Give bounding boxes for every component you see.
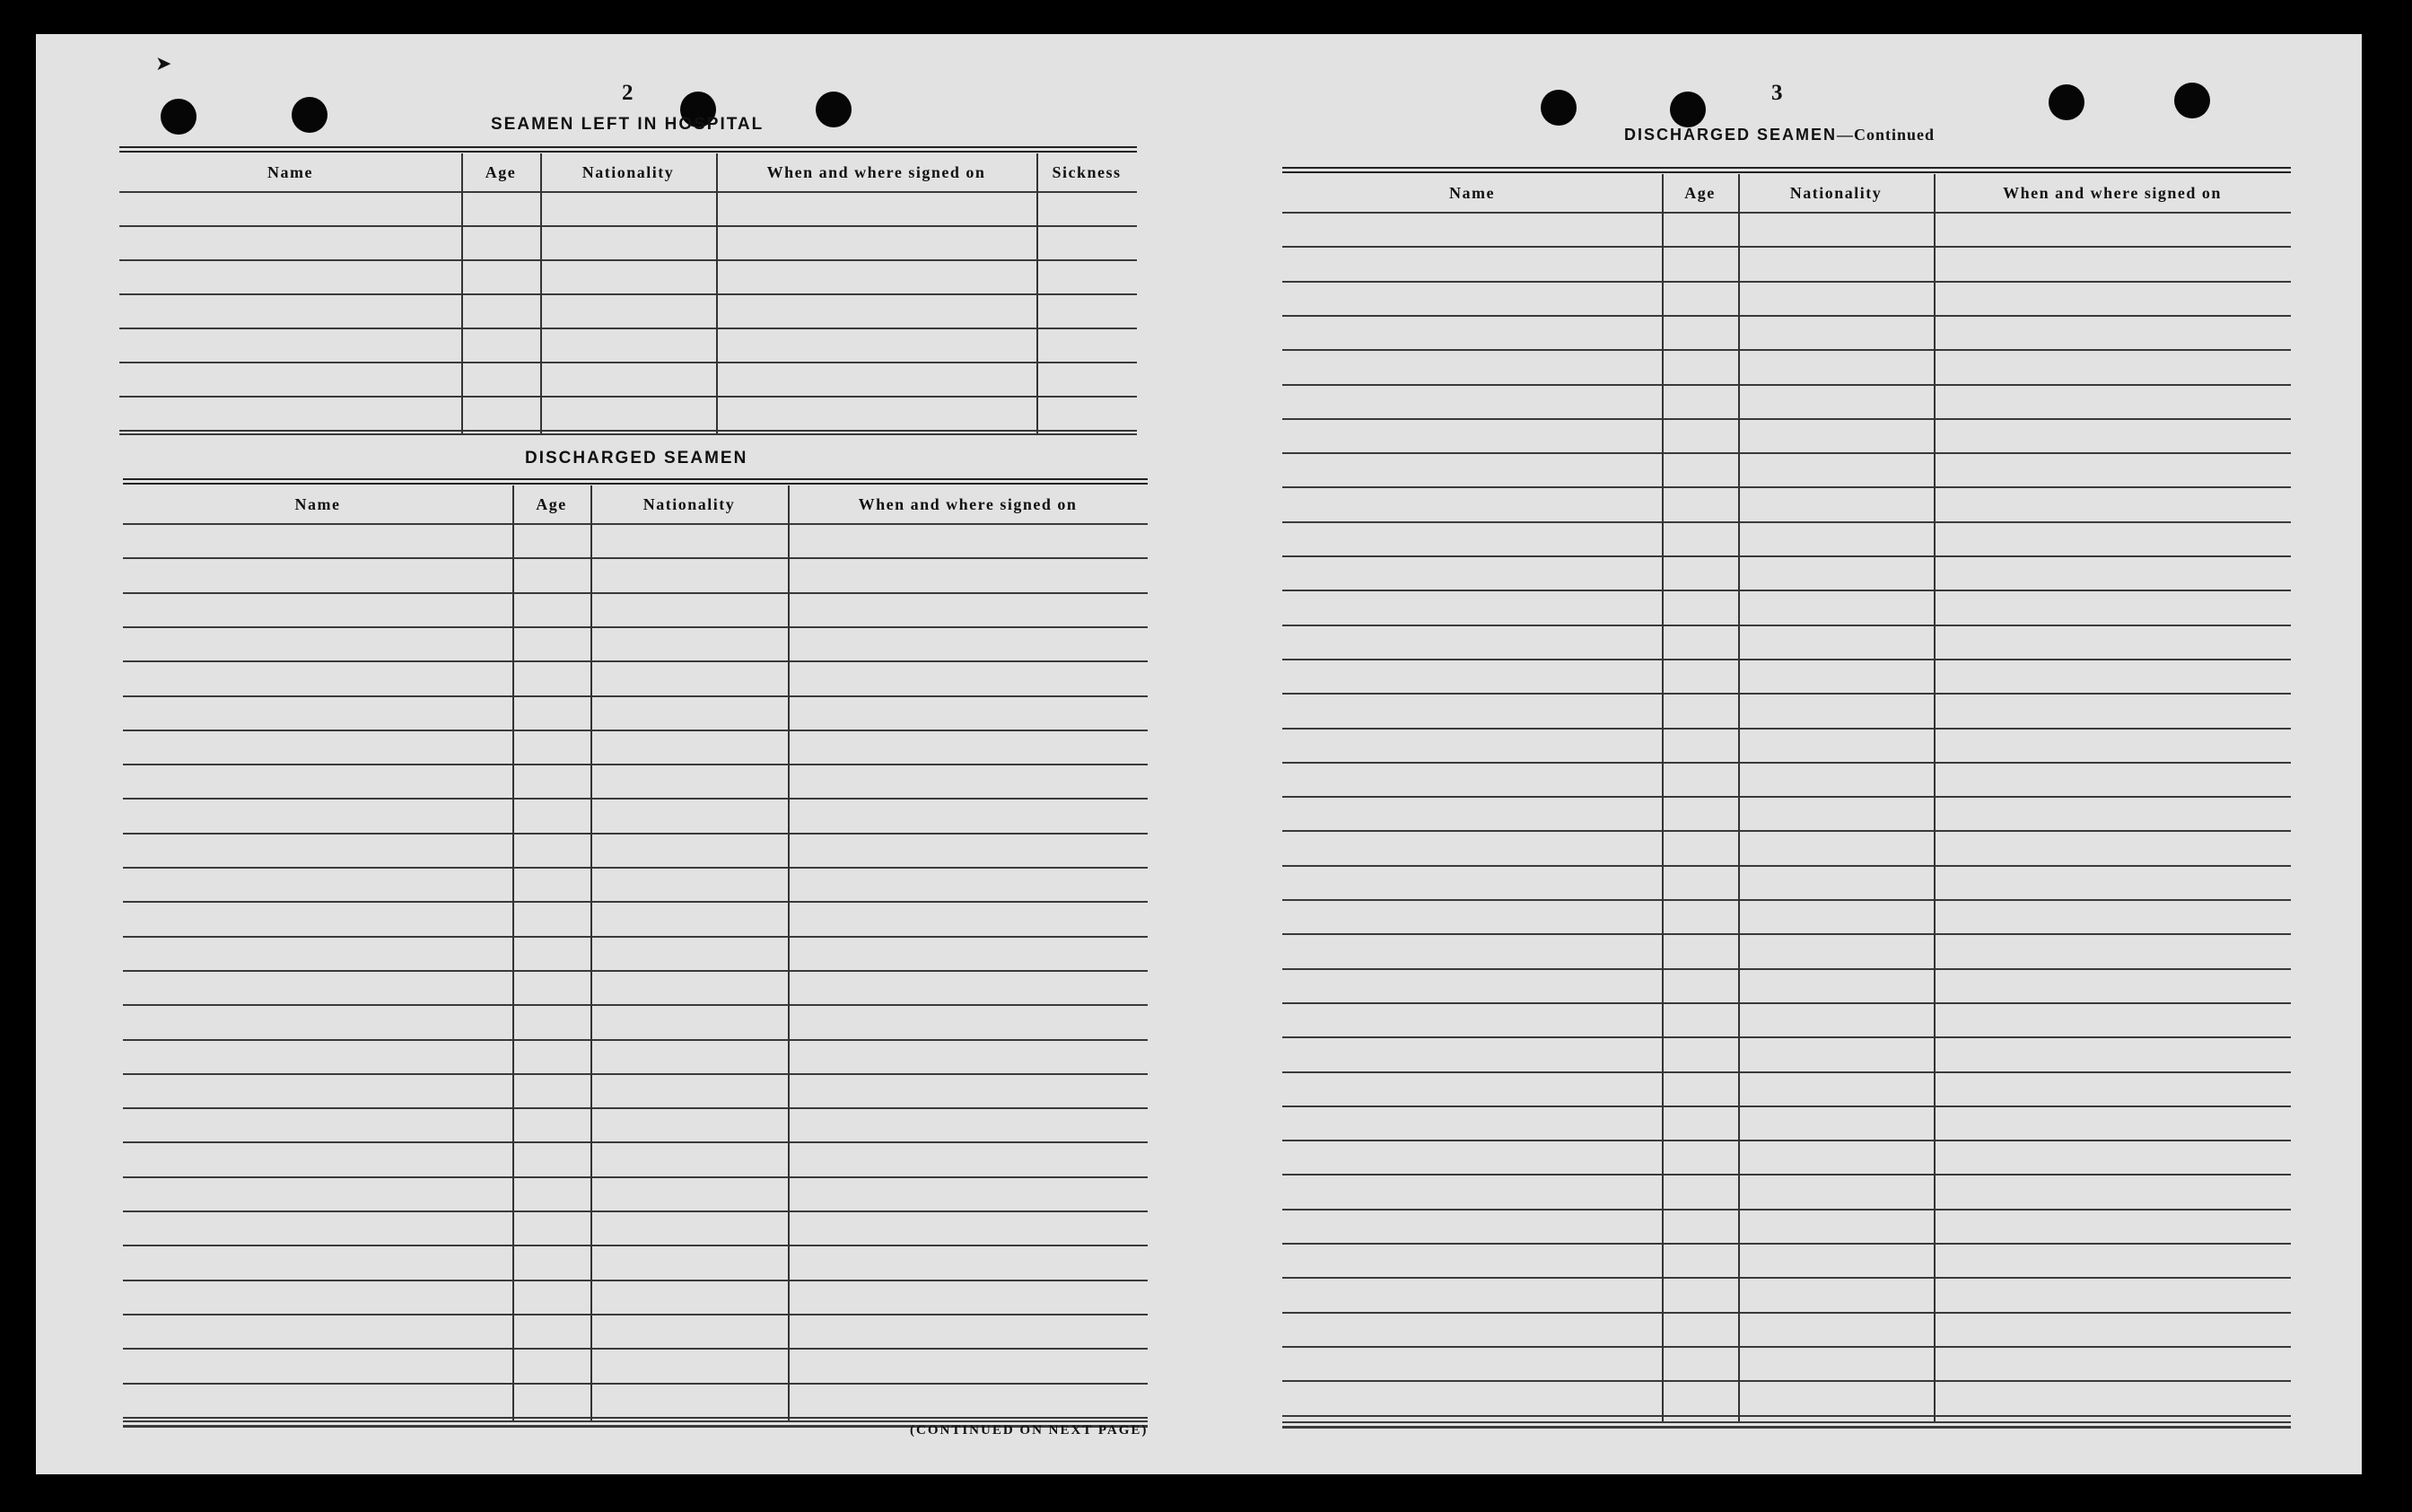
discharged-section-title: DISCHARGED SEAMEN <box>525 449 748 468</box>
continued-section-title-main: DISCHARGED SEAMEN <box>1624 126 1838 144</box>
table-row-rule <box>123 1280 1148 1281</box>
column-header-age: Age <box>536 495 567 513</box>
table-row-rule <box>1282 1140 2291 1141</box>
table-row-rule <box>123 1348 1148 1350</box>
table-row-rule <box>1282 899 2291 901</box>
table-row-rule <box>123 1383 1148 1385</box>
table-row-rule <box>1282 865 2291 867</box>
table-row-rule <box>1282 315 2291 317</box>
table-row-rule <box>1282 659 2291 660</box>
table-row-rule <box>123 1245 1148 1246</box>
table-row-rule <box>119 225 1137 227</box>
table-row-rule <box>1282 1346 2291 1348</box>
column-divider <box>512 485 514 1420</box>
table-row-rule <box>123 867 1148 869</box>
table-row-rule <box>119 362 1137 363</box>
continued-section-title-suffix: —Continued <box>1837 126 1936 144</box>
table-row-rule <box>1282 968 2291 970</box>
header-rule <box>123 523 1148 525</box>
table-row-rule <box>1282 1209 2291 1210</box>
binder-hole <box>2174 83 2210 118</box>
table-row-rule <box>123 1073 1148 1075</box>
table-row-rule <box>123 1141 1148 1143</box>
pointer-arrow-icon: ➤ <box>155 52 172 74</box>
table-row-rule <box>1282 1002 2291 1004</box>
table-row-rule <box>123 730 1148 731</box>
column-header-name: Name <box>294 495 341 513</box>
table-row-rule <box>119 328 1137 329</box>
header-rule <box>119 191 1137 193</box>
table-row-rule <box>1282 1243 2291 1245</box>
header-rule <box>1282 212 2291 214</box>
table-row-rule <box>123 1039 1148 1041</box>
table-row-rule <box>1282 1380 2291 1382</box>
column-header-nationality: Nationality <box>1789 184 1883 202</box>
column-divider <box>1036 153 1038 433</box>
table-row-rule <box>1282 521 2291 523</box>
table-row-rule <box>123 798 1148 800</box>
table-row-rule <box>119 396 1137 398</box>
column-header-nationality: Nationality <box>642 495 736 513</box>
page-number-left: 2 <box>622 81 634 105</box>
binder-hole <box>2049 84 2084 120</box>
hospital-table <box>119 146 1137 433</box>
column-header-age: Age <box>1684 184 1716 202</box>
column-header-age: Age <box>485 163 517 181</box>
column-header-when-and-where-signed-on: When and where signed on <box>858 495 1078 513</box>
table-row-rule <box>123 970 1148 972</box>
column-divider <box>540 153 542 433</box>
table-bottom-rule <box>1282 1421 2291 1423</box>
column-divider <box>716 153 718 433</box>
table-row-rule <box>119 430 1137 432</box>
table-row-rule <box>1282 1277 2291 1279</box>
column-header-when-and-where-signed-on: When and where signed on <box>766 163 986 181</box>
column-divider <box>590 485 592 1420</box>
page-number-right: 3 <box>1771 81 1783 105</box>
table-row-rule <box>1282 349 2291 351</box>
table-row-rule <box>1282 452 2291 454</box>
table-row-rule <box>123 833 1148 835</box>
table-row-rule <box>123 901 1148 903</box>
table-row-rule <box>1282 486 2291 488</box>
table-row-rule <box>1282 1036 2291 1038</box>
table-row-rule <box>1282 693 2291 695</box>
table-row-rule <box>1282 590 2291 591</box>
column-header-nationality: Nationality <box>581 163 675 181</box>
column-header-name: Name <box>267 163 313 181</box>
binder-hole <box>1670 92 1706 127</box>
continued-section-title <box>1624 126 1935 144</box>
table-row-rule <box>1282 728 2291 730</box>
column-header-sickness: Sickness <box>1052 163 1122 181</box>
hospital-section-title: SEAMEN LEFT IN HOSPITAL <box>491 115 765 134</box>
table-row-rule <box>1282 1106 2291 1107</box>
continued-table <box>1282 167 2291 1421</box>
table-row-rule <box>1282 384 2291 386</box>
binder-hole <box>816 92 852 127</box>
table-bottom-rule <box>123 1420 1148 1422</box>
table-row-rule <box>123 1314 1148 1315</box>
table-row-rule <box>123 695 1148 697</box>
table-row-rule <box>123 1176 1148 1178</box>
column-divider <box>788 485 790 1420</box>
table-row-rule <box>1282 281 2291 283</box>
column-header-when-and-where-signed-on: When and where signed on <box>2003 184 2222 202</box>
table-row-rule <box>123 557 1148 559</box>
column-header-name: Name <box>1449 184 1495 202</box>
column-divider <box>461 153 463 433</box>
discharged-table <box>123 478 1148 1420</box>
table-bottom-rule <box>1282 1426 2291 1429</box>
continued-footer: (CONTINUED ON NEXT PAGE) <box>910 1423 1149 1438</box>
table-bottom-rule <box>119 433 1137 435</box>
document-sheet <box>36 34 2362 1474</box>
table-row-rule <box>1282 625 2291 626</box>
table-row-rule <box>1282 1312 2291 1314</box>
table-row-rule <box>1282 796 2291 798</box>
table-row-rule <box>1282 830 2291 832</box>
table-row-rule <box>1282 418 2291 420</box>
table-row-rule <box>1282 1071 2291 1073</box>
binder-hole <box>1541 90 1577 126</box>
table-row-rule <box>119 293 1137 295</box>
table-row-rule <box>119 259 1137 261</box>
table-row-rule <box>1282 933 2291 935</box>
table-row-rule <box>123 1004 1148 1006</box>
table-row-rule <box>123 626 1148 628</box>
table-row-rule <box>123 1210 1148 1212</box>
table-row-rule <box>1282 762 2291 764</box>
table-row-rule <box>1282 1415 2291 1417</box>
column-divider <box>1662 174 1664 1421</box>
table-row-rule <box>123 1417 1148 1419</box>
table-row-rule <box>123 660 1148 662</box>
column-divider <box>1738 174 1740 1421</box>
table-row-rule <box>1282 246 2291 248</box>
table-row-rule <box>1282 555 2291 557</box>
table-row-rule <box>123 1107 1148 1109</box>
table-row-rule <box>123 936 1148 938</box>
column-divider <box>1934 174 1936 1421</box>
table-row-rule <box>123 764 1148 765</box>
binder-hole <box>161 99 197 135</box>
binder-hole <box>292 97 328 133</box>
table-row-rule <box>1282 1174 2291 1176</box>
table-row-rule <box>123 592 1148 594</box>
